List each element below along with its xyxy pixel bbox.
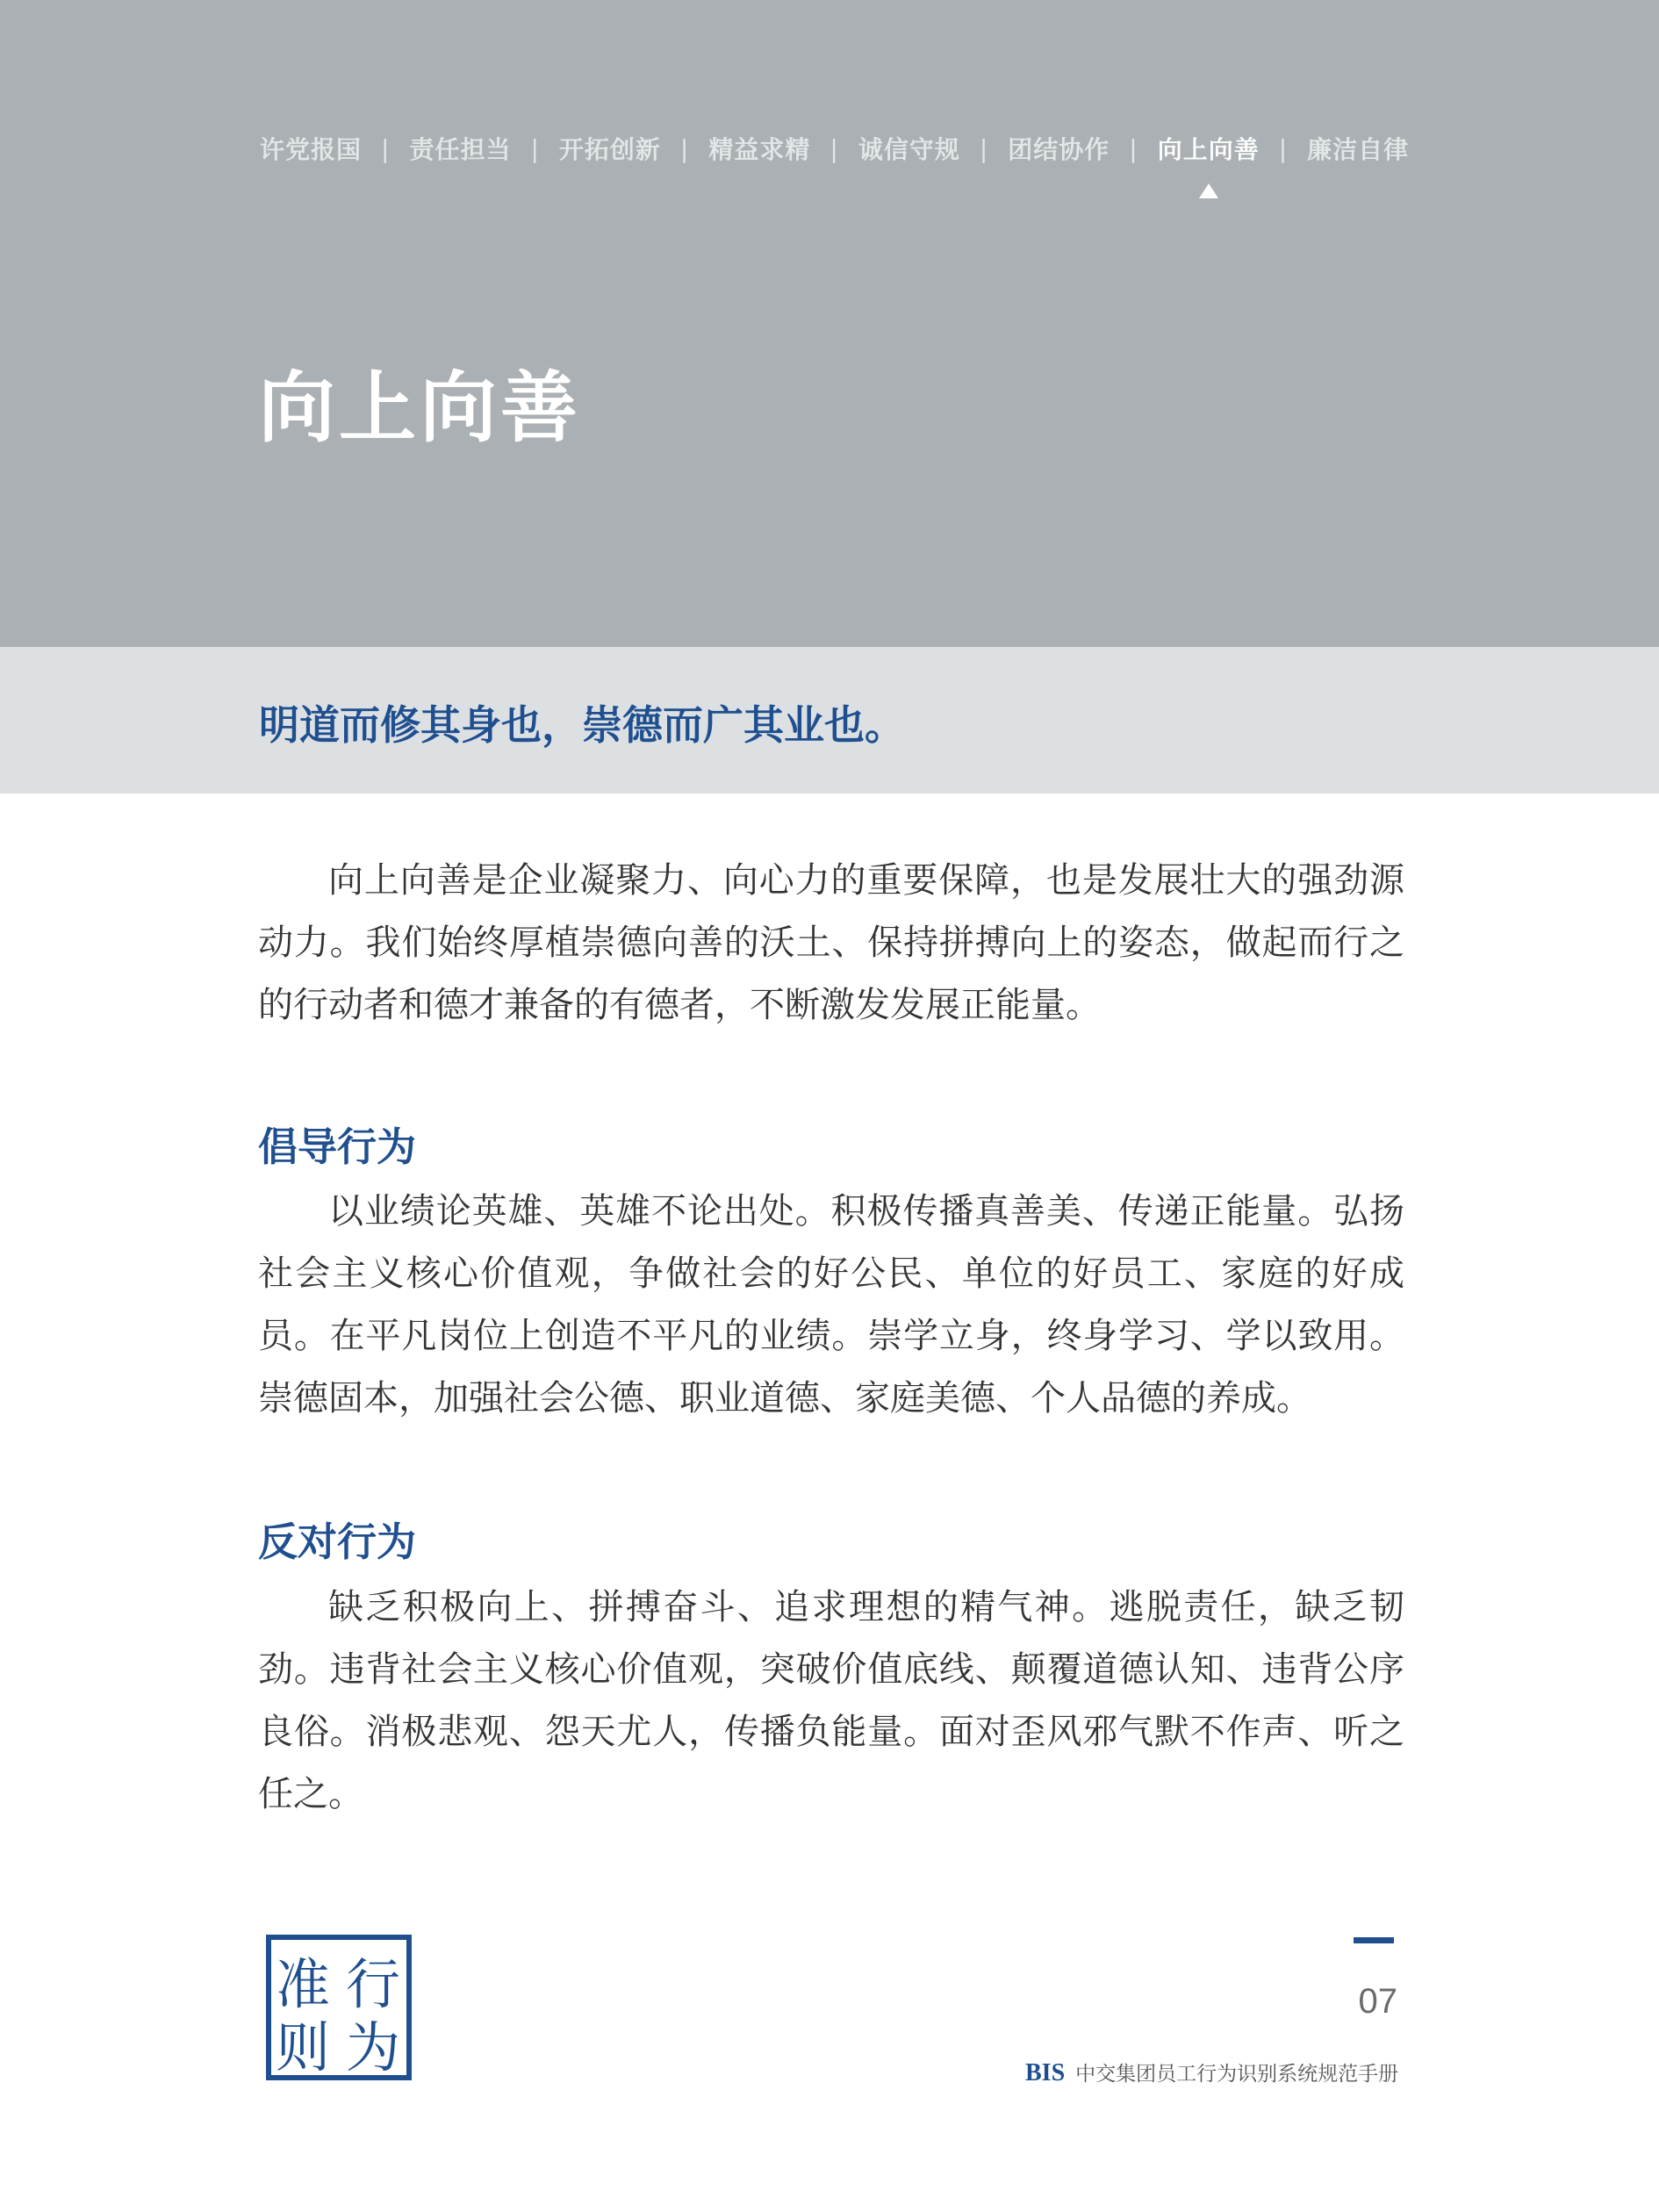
footer-title: 中交集团员工行为识别系统规范手册 [1075, 2063, 1399, 2086]
nav-item[interactable]: 精益求精 [708, 135, 811, 164]
values-nav [260, 126, 1409, 170]
page-number: 07 [1358, 1982, 1397, 2021]
advocate-paragraph: 以业绩论英雄、英雄不论出处。积极传播真善美、传递正能量。弘扬社会主义核心价值观，争做社会的好公民、单位的好员工、家庭的好成员。在平凡岗位上创造不平凡的业绩。崇学立身，终身学习、学以致用。崇德固本，加强社会公德、职业道德、家庭美德、个人品德的养成。 [258, 1191, 1404, 1418]
nav-separator: | [679, 133, 690, 163]
nav-item[interactable]: 许党报国 [260, 135, 363, 164]
motto: 明道而修其身也，崇德而广其业也。 [259, 701, 905, 749]
nav-separator: | [530, 133, 540, 163]
nav-separator: | [1278, 133, 1289, 163]
page-title: 向上向善 [258, 363, 582, 453]
oppose-paragraph: 缺乏积极向上、拼搏奋斗、追求理想的精气神。逃脱责任，缺乏韧劲。违背社会主义核心价值观，突破价值底线、颠覆道德认知、违背公序良俗。消极悲观、怨天尤人，传播负能量。面对歪风邪气默不作声、听之任之。 [258, 1587, 1404, 1814]
nav-item[interactable]: 开拓创新 [558, 135, 661, 164]
hero-banner [0, 0, 1659, 647]
footer-caption [1025, 2058, 1398, 2087]
footer-brand: BIS [1025, 2059, 1066, 2086]
code-of-conduct-seal-logo [266, 1935, 412, 2080]
active-indicator-icon [1199, 183, 1218, 198]
seal-glyph: 行 [345, 1952, 401, 2016]
nav-item[interactable]: 向上向善 [1158, 131, 1260, 166]
seal-glyph: 准 [275, 1952, 331, 2016]
nav-separator: | [979, 133, 989, 163]
nav-separator: | [1129, 133, 1138, 163]
page-number-dash [1354, 1937, 1394, 1943]
nav-item[interactable]: 诚信守规 [858, 135, 960, 164]
seal-glyph: 则 [275, 2015, 331, 2079]
intro-paragraph: 向上向善是企业凝聚力、向心力的重要保障，也是发展壮大的强劲源动力。我们始终厚植崇德向善的沃土、保持拼搏向上的姿态，做起而行之的行动者和德才兼备的有德者，不断激发发展正能量。 [258, 860, 1404, 1025]
nav-separator: | [830, 133, 839, 163]
nav-item[interactable]: 责任担当 [409, 135, 512, 164]
nav-item[interactable]: 廉洁自律 [1307, 135, 1410, 164]
nav-item[interactable]: 团结协作 [1008, 135, 1110, 164]
oppose-heading: 反对行为 [258, 1519, 417, 1565]
nav-separator: | [381, 133, 391, 163]
seal-glyph: 为 [345, 2015, 401, 2079]
advocate-heading: 倡导行为 [258, 1124, 417, 1170]
